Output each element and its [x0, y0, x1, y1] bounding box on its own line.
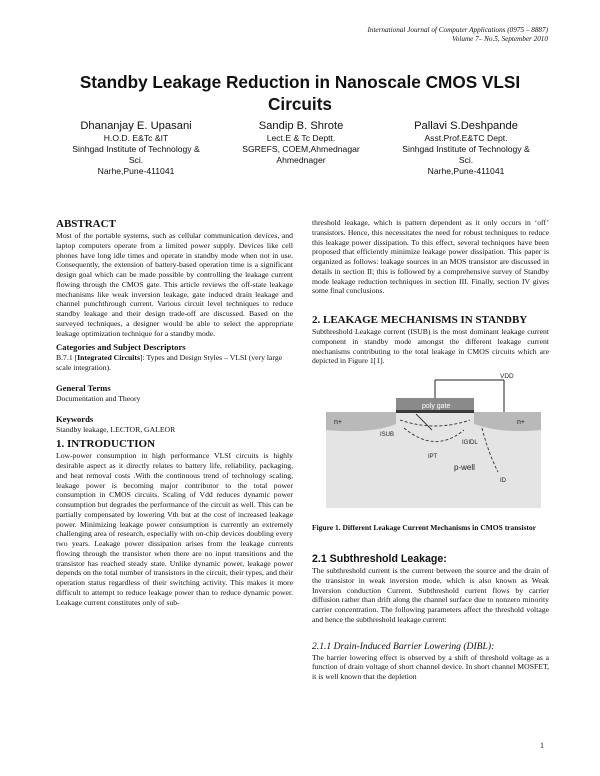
author-affiliation: SGREFS, COEM,Ahmednagar: [242, 144, 360, 154]
ipt-label: IPT: [428, 454, 438, 460]
author-name: Pallavi S.Deshpande: [414, 120, 518, 132]
journal-volume: Volume 7– No.5, September 2010: [452, 35, 548, 43]
categories-prefix: B.7.1 [: [56, 353, 78, 363]
page-number: 1: [540, 741, 544, 750]
gate-oxide: [396, 410, 474, 413]
drain-label: n+: [517, 419, 525, 426]
left-column: [56, 218, 293, 607]
author-1: [56, 119, 216, 177]
abstract-heading: ABSTRACT: [56, 218, 116, 230]
general-terms-heading: General Terms: [56, 382, 111, 393]
right-column: [312, 218, 549, 682]
intro-text: Low-power consumption in high performance VLSI circuits is highly desirable aspect as it directly relates to battery life, reliability, packaging, and heat removal costs .With the continuous trend of technology scaling, leakage power is becoming major contributor to the total power consumption in CMOS circuits. Scaling of Vdd reduces dynamic power consumption but degrades the performance of the circuit as well. This can be partially compensated by lowering Vth but at the cost of increased leakage power. Minimizing leakage power consumption is currently an extremely challenging area of research, especially with on-chip devices doubling every two years. Leakage power dissipation arises from the leakage currents flowing through the transistor when there are no input transitions and the transistor has reached steady state. Unlike dynamic power, leakage power depends on the total number of transistors in the circuit, their types, and their operation status regardless of their switching activity. This makes it more difficult to attempt to reduce leakage power than to reduce dynamic power. Leakage current constitutes only of sub-: [56, 451, 293, 607]
vdd-label: VDD: [500, 373, 514, 380]
source-label: n+: [334, 419, 342, 426]
section21-text: The subthreshold current is the current between the source and the drain of the transistor in weak inversion mode, which is also known as Weak Inversion conduction Current. Subthreshold current flows by carrier diffusion rather than drift along the channel surface due to nonzero minority carrier concentration. The following parameters affect the threshold voltage and hence the subthreshold leakage current:: [312, 566, 549, 624]
journal-header: [367, 26, 548, 44]
figure-caption: Figure 1. Different Leakage Current Mechanisms in CMOS transistor: [312, 523, 536, 532]
general-terms-text: Documentation and Theory: [56, 393, 141, 403]
journal-name: International Journal of Computer Applications (0975 – 8887): [367, 26, 548, 34]
section211-text: The barrier lowering effect is observed by a shift of threshold voltage as a function of drain voltage of short channel device. In short channel MOSFET, it is well known that the depletion: [312, 652, 549, 681]
author-address: Narhe,Pune-411041: [97, 166, 175, 176]
keywords-text: Standby leakage, LECTOR, GALEOR: [56, 424, 176, 434]
igidl-label: IGIDL: [462, 440, 478, 446]
author-affiliation: Asst.Prof.E&TC Dept.: [424, 133, 508, 143]
author-affiliation: Sci.: [458, 155, 474, 165]
id-label: ID: [500, 478, 506, 484]
author-2: [221, 119, 381, 177]
figure-1: [312, 372, 549, 514]
author-3: [386, 119, 546, 177]
p-well-label: p-well: [454, 463, 475, 472]
isub-label: ISUB: [380, 432, 395, 438]
author-name: Sandip B. Shrote: [258, 120, 344, 132]
keywords-heading: Keywords: [56, 413, 94, 424]
author-block: [56, 119, 546, 177]
author-address: Narhe,Pune-411041: [427, 166, 505, 176]
author-affiliation: Sinhgad Institute of Technology &: [402, 144, 530, 154]
paper-title: Standby Leakage Reduction in Nanoscale CMOS VLSI Circuits: [79, 72, 521, 114]
intro-heading: 1. INTRODUCTION: [56, 438, 156, 451]
poly-gate-label: poly gate: [422, 403, 451, 410]
leakage-diagram: [312, 372, 549, 514]
categories-heading: Categories and Subject Descriptors: [56, 342, 186, 353]
author-affiliation: Sinhgad Institute of Technology &: [72, 144, 200, 154]
categories-bold: Integrated Circuits: [77, 353, 140, 363]
author-address: Ahmednager: [276, 155, 326, 165]
author-affiliation: Sci.: [128, 155, 144, 165]
author-name: Dhananjay E. Upasani: [80, 120, 192, 132]
section21-heading: 2.1 Subthreshold Leakage:: [312, 553, 447, 565]
author-affiliation: Lect.E & Tc Deptt.: [266, 133, 336, 143]
categories-text: [56, 353, 293, 373]
categories-suffix: ]: Types and Design Styles – VLSI (very large scale integration).: [56, 353, 283, 372]
author-affiliation: H.O.D. E&Tc &IT: [103, 133, 169, 143]
section2-text: Subthreshold Leakage current (ISUB) is the most dominant leakage current component in standby mode amongst the different leakage current mechanisms contributing to the total leakage in CMOS circuits which are depicted in Figure 1[1].: [312, 327, 549, 366]
section2-heading: 2. LEAKAGE MECHANISMS IN STANDBY: [312, 314, 528, 326]
section211-heading: 2.1.1 Drain-Induced Barrier Lowering (DIBL):: [312, 640, 495, 652]
abstract-text: Most of the portable systems, such as cellular communication devices, and laptop computers operate from a limited power supply. Devices like cell phones have long idle times and operate in standby mode when not in use. Consequently, the extension of battery-based operation time is a significant design goal which can be made possible by controlling the leakage current flowing through the CMOS gate. This article reviews the off-state leakage mechanisms like weak inversion leakage, gate induced drain leakage and channel punchthrough current. Various circuit level techniques to reduce standby leakage and their design trade-off are discussed. Based on the surveyed techniques, a designer would be able to select the appropriate leakage optimization technique for a standby mode.: [56, 231, 293, 338]
intro-continued: threshold leakage, which is pattern dependent as it only occurs in ‘off’ transistors. Hence, this necessitates the need for robust techniques to reduce this leakage power dissipation. To this effect, several techniques have been proposed that efficiently minimize leakage power dissipation. This paper is organized as follows: leakage sources in an MOS transistor are discussed in details in section II; this is followed by a comprehensive survey of Standby mode leakage reduction techniques in section III. Finally, section IV gives some final conclusions.: [312, 218, 549, 296]
